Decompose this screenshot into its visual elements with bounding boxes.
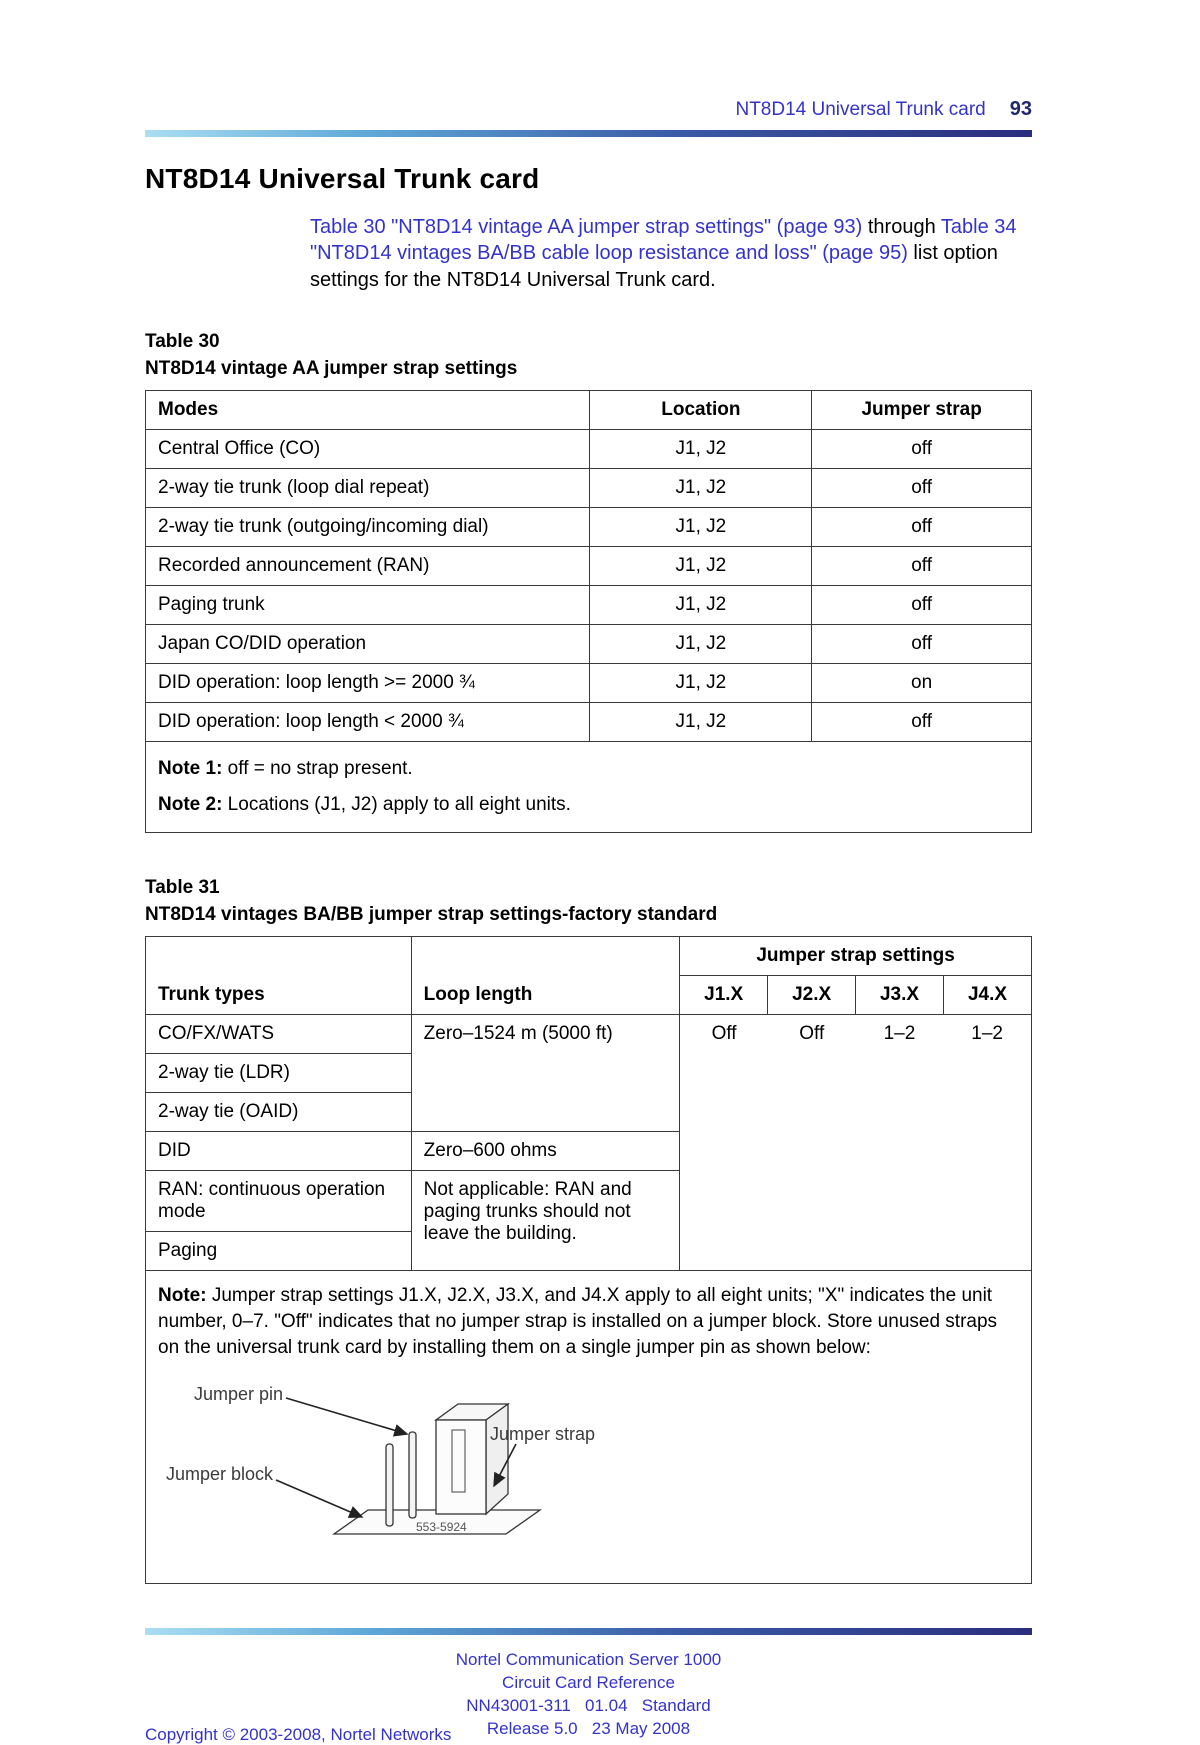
jumper-cell: off [812, 547, 1032, 586]
trunk-type-cell: DID [146, 1132, 412, 1171]
jumper-settings-cell [680, 1015, 1032, 1271]
table-row [146, 664, 1032, 703]
trunk-type-cell: RAN: continuous operation mode [146, 1171, 412, 1232]
trunk-type-cell: 2-way tie (OAID) [146, 1093, 412, 1132]
page-number: 93 [1009, 98, 1032, 120]
table-row [146, 1015, 1032, 1054]
mode-cell: DID operation: loop length < 2000 ¾ [146, 703, 590, 742]
table30-caption-number: Table 30 [145, 330, 220, 352]
loop-length-cell: Zero–600 ohms [411, 1132, 680, 1171]
location-cell: J1, J2 [590, 508, 812, 547]
table-row [146, 469, 1032, 508]
table31-caption [145, 875, 1032, 928]
location-cell: J1, J2 [590, 664, 812, 703]
table31-note [158, 1283, 1019, 1360]
mode-cell: Central Office (CO) [146, 430, 590, 469]
loop-length-cell: Zero–1524 m (5000 ft) [411, 1015, 680, 1132]
location-cell: J1, J2 [590, 586, 812, 625]
jumper-value-j1x: Off [711, 1023, 737, 1045]
mode-cell: Japan CO/DID operation [146, 625, 590, 664]
location-cell: J1, J2 [590, 547, 812, 586]
table-row [146, 586, 1032, 625]
figure-caption: 553-5924 [416, 1520, 467, 1535]
intro-text-through: through [862, 215, 941, 238]
loop-length-cell: Not applicable: RAN and paging trunks should not leave the building. [411, 1171, 680, 1271]
table-row [146, 703, 1032, 742]
location-cell: J1, J2 [590, 430, 812, 469]
footer-release: Release 5.0 23 May 2008 [486, 1719, 691, 1739]
table30-caption [145, 329, 1032, 382]
table31-note-label: Note: [158, 1285, 207, 1307]
table30 [145, 390, 1032, 833]
table31-caption-title: NT8D14 vintages BA/BB jumper strap settings-factory standard [145, 903, 718, 925]
mode-cell: 2-way tie trunk (loop dial repeat) [146, 469, 590, 508]
jumper-value-j2x: Off [799, 1023, 825, 1045]
figure-label-jumper-strap: Jumper strap [490, 1424, 596, 1445]
jumper-cell: off [812, 508, 1032, 547]
table30-note2 [158, 794, 1019, 816]
jumper-cell: off [812, 625, 1032, 664]
jumper-figure [164, 1382, 764, 1567]
jumper-value-j3x: 1–2 [883, 1023, 916, 1045]
jumper-cell: off [812, 469, 1032, 508]
table-row [146, 625, 1032, 664]
table-row [146, 430, 1032, 469]
table30-caption-title: NT8D14 vintage AA jumper strap settings [145, 357, 518, 379]
link-table-30[interactable]: Table 30 "NT8D14 vintage AA jumper strap settings" (page 93) [310, 215, 863, 238]
trunk-type-cell: Paging [146, 1232, 412, 1271]
mode-cell: 2-way tie trunk (outgoing/incoming dial) [146, 508, 590, 547]
table31-group-header-row [146, 937, 1032, 976]
table30-header-jumper-strap: Jumper strap [812, 391, 1032, 430]
jumper-cell: on [812, 664, 1032, 703]
footer-rule [145, 1628, 1032, 1635]
footer-product: Nortel Communication Server 1000 [455, 1650, 722, 1670]
table31-header-j2x: J2.X [768, 976, 856, 1015]
table-row [146, 547, 1032, 586]
table30-notes-cell [146, 742, 1032, 833]
location-cell: J1, J2 [590, 469, 812, 508]
mode-cell: DID operation: loop length >= 2000 ¾ [146, 664, 590, 703]
table31-header-trunk-types: Trunk types [146, 937, 412, 1015]
table31-header-j1x: J1.X [680, 976, 768, 1015]
footer-doc-title: Circuit Card Reference [502, 1673, 675, 1693]
table30-header-location: Location [590, 391, 812, 430]
table31-note-row [146, 1271, 1032, 1584]
table30-note1 [158, 758, 1019, 780]
jumper-cell: off [812, 586, 1032, 625]
table30-header-modes: Modes [146, 391, 590, 430]
jumper-value-j4x: 1–2 [971, 1023, 1003, 1045]
jumper-settings-values [680, 1023, 1031, 1045]
figure-label-jumper-block: Jumper block [166, 1464, 274, 1485]
intro-text-tail: list option settings for the NT8D14 Universal Trunk card. [310, 242, 998, 291]
jumper-cell: off [812, 703, 1032, 742]
table30-header-row [146, 391, 1032, 430]
running-header-title: NT8D14 Universal Trunk card [735, 99, 986, 120]
table31-header-loop-length: Loop length [411, 937, 680, 1015]
trunk-type-cell: CO/FX/WATS [146, 1015, 412, 1054]
jumper-cell: off [812, 430, 1032, 469]
intro-paragraph [310, 214, 1022, 293]
table31-header-j4x: J4.X [944, 976, 1032, 1015]
location-cell: J1, J2 [590, 703, 812, 742]
header-rule [145, 130, 1032, 137]
copyright-notice: Copyright © 2003-2008, Nortel Networks [145, 1724, 452, 1744]
table31-note-text: Jumper strap settings J1.X, J2.X, J3.X, and J4.X apply to all eight units; "X" indicates the unit number, 0–7. "Off" indicates that no jumper strap is installed on a jumper block. Store unused straps on the universal trunk card by installing them on a single jumper pin as shown below: [158, 1285, 998, 1358]
note1-label: Note 1: [158, 758, 223, 780]
footer-doc-number: NN43001-311 01.04 Standard [466, 1696, 711, 1716]
page-title: NT8D14 Universal Trunk card [145, 163, 540, 194]
note2-label: Note 2: [158, 794, 223, 816]
table31-note-cell [146, 1271, 1032, 1584]
table31-header-j3x: J3.X [856, 976, 944, 1015]
link-table-34[interactable]: Table 34 "NT8D14 vintages BA/BB cable loop resistance and loss" (page 95) [310, 215, 1017, 265]
location-cell: J1, J2 [590, 625, 812, 664]
mode-cell: Paging trunk [146, 586, 590, 625]
page-footer [145, 1628, 1032, 1744]
table31-caption-number: Table 31 [145, 877, 220, 899]
running-header [145, 0, 1032, 121]
note2-text: Locations (J1, J2) apply to all eight units. [222, 794, 571, 816]
table31 [145, 936, 1032, 1584]
figure-label-jumper-pin: Jumper pin [194, 1384, 284, 1405]
trunk-type-cell: 2-way tie (LDR) [146, 1054, 412, 1093]
table30-notes-row [146, 742, 1032, 833]
table31-group-header: Jumper strap settings [680, 937, 1032, 976]
note1-text: off = no strap present. [222, 758, 413, 780]
table-row [146, 508, 1032, 547]
mode-cell: Recorded announcement (RAN) [146, 547, 590, 586]
